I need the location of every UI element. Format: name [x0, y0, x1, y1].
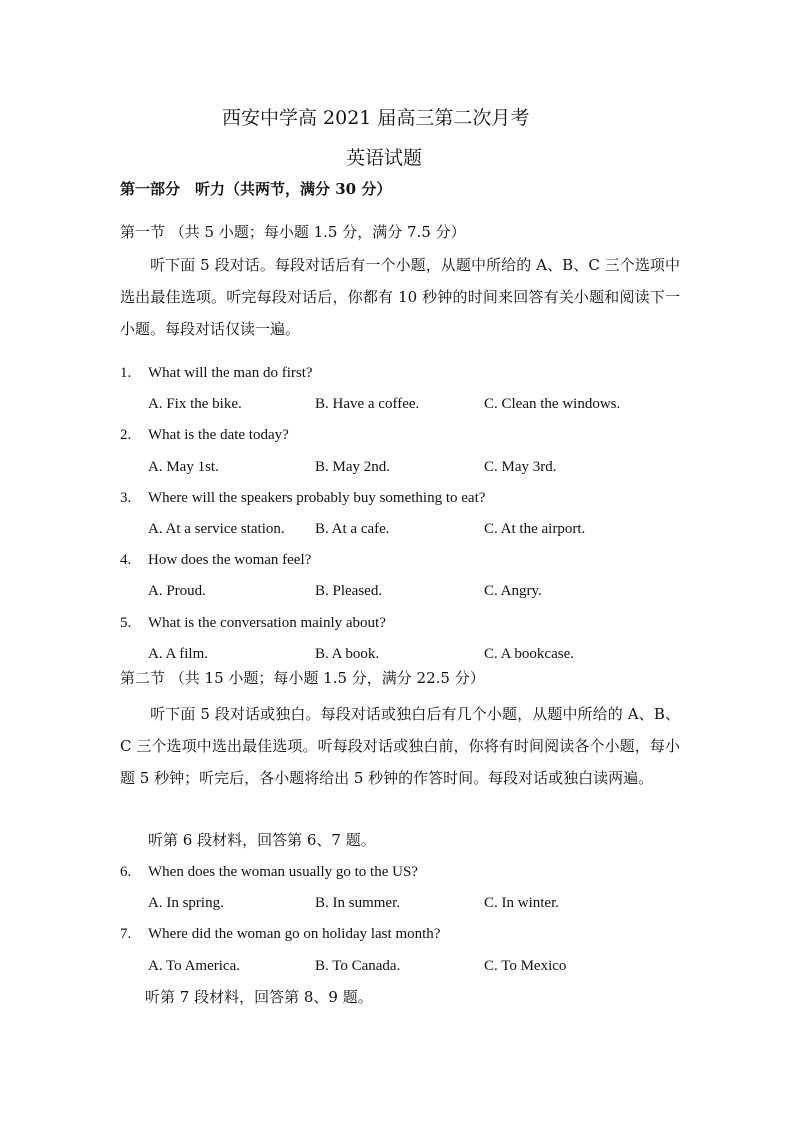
option-a: A. To America.	[148, 958, 240, 974]
option-a: A. Fix the bike.	[148, 396, 242, 412]
section1-heading: 第一节 （共 5 小题；每小题 1.5 分，满分 7.5 分）	[120, 223, 466, 241]
question-number: 3.	[120, 490, 132, 506]
section2-heading: 第二节 （共 15 小题；每小题 1.5 分，满分 22.5 分）	[120, 669, 485, 687]
question-number: 7.	[120, 926, 132, 942]
question-number: 4.	[120, 552, 132, 568]
option-c: C. In winter.	[484, 895, 559, 911]
option-b: B. A book.	[315, 646, 380, 662]
option-c: C. To Mexico	[484, 958, 567, 974]
exam-title: 西安中学高 2021 届高三第二次月考	[222, 107, 530, 129]
section1-instructions-text: 听下面 5 段对话。每段对话后有一个小题，从题中所给的 A、B、C 三个选项中选出最佳选项。听完每段对话后，你都有 10 秒钟的时间来回答有关小题和阅读下一小题。每段对话仅读一遍。	[120, 256, 680, 338]
option-a: A. At a service station.	[148, 521, 285, 537]
option-c: C. A bookcase.	[484, 646, 574, 662]
question-number: 6.	[120, 864, 132, 880]
option-b: B. May 2nd.	[315, 459, 390, 475]
option-c: C. May 3rd.	[484, 459, 557, 475]
option-c: C. Angry.	[484, 583, 542, 599]
option-b: B. In summer.	[315, 895, 400, 911]
option-a: A. May 1st.	[148, 459, 219, 475]
option-b: B. Pleased.	[315, 583, 383, 599]
question-text: Where did the woman go on holiday last month?	[148, 926, 441, 942]
section1-instructions	[120, 249, 680, 345]
question-text: What is the date today?	[148, 427, 289, 443]
option-b: B. At a cafe.	[315, 521, 390, 537]
material-6-note: 听第 6 段材料，回答第 6、7 题。	[148, 831, 376, 849]
option-a: A. A film.	[148, 646, 209, 662]
section2-instructions	[120, 698, 680, 826]
question-number: 2.	[120, 427, 132, 443]
question-text: What will the man do first?	[148, 365, 313, 381]
section2-instructions-text: 听下面 5 段对话或独白。每段对话或独白后有几个小题，从题中所给的 A、B、C 三个选项中选出最佳选项。听每段对话或独白前，你将有时间阅读各个小题，每小题 5 秒钟；听完后，各小题将给出 5 秒钟的作答时间。每段对话或独白读两遍。	[120, 705, 680, 787]
question-text: What is the conversation mainly about?	[148, 615, 386, 631]
question-number: 1.	[120, 365, 132, 381]
option-b: B. Have a coffee.	[315, 396, 420, 412]
option-a: A. In spring.	[148, 895, 224, 911]
question-text: Where will the speakers probably buy something to eat?	[148, 490, 486, 506]
option-c: C. Clean the windows.	[484, 396, 621, 412]
part1-heading: 第一部分 听力（共两节，满分 30 分）	[120, 180, 392, 198]
exam-subtitle: 英语试题	[346, 147, 423, 169]
option-a: A. Proud.	[148, 583, 206, 599]
option-b: B. To Canada.	[315, 958, 401, 974]
question-text: How does the woman feel?	[148, 552, 312, 568]
option-c: C. At the airport.	[484, 521, 586, 537]
question-text: When does the woman usually go to the US?	[148, 864, 418, 880]
material-7-note: 听第 7 段材料，回答第 8、9 题。	[145, 988, 373, 1006]
question-number: 5.	[120, 615, 132, 631]
